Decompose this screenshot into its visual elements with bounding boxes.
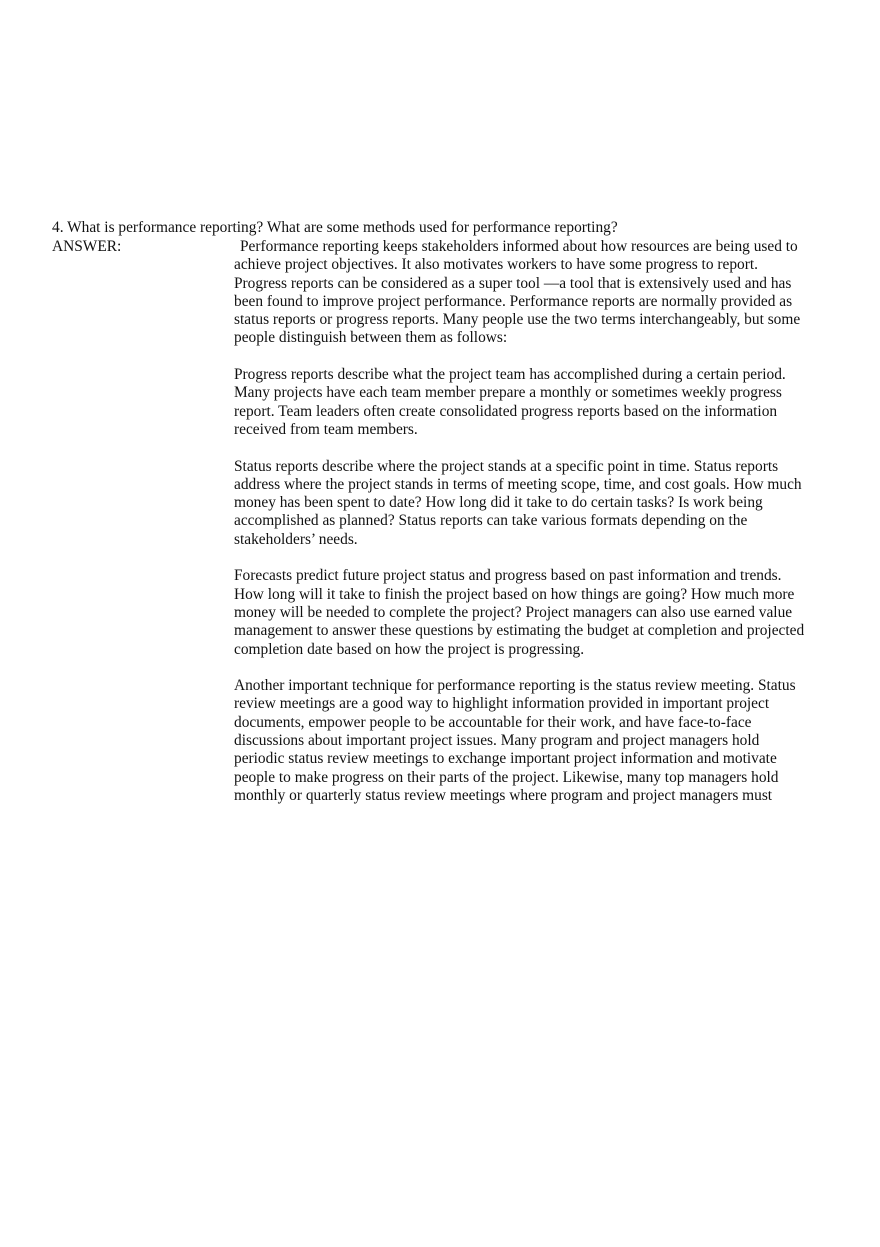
text-line: Forecasts predict future project status and progress based on past information and trends.: [234, 567, 782, 585]
text-line: achieve project objectives. It also motivates workers to have some progress to report.: [234, 256, 758, 274]
text-line: discussions about important project issues. Many program and project managers hold: [234, 732, 760, 750]
text-line: received from team members.: [234, 420, 418, 438]
paragraph-status-review-meeting: [234, 677, 826, 805]
text-line: report. Team leaders often create consolidated progress reports based on the information: [234, 402, 778, 420]
text-line: status reports or progress reports. Many people use the two terms interchangeably, but some: [234, 311, 801, 329]
text-line: accomplished as planned? Status reports can take various formats depending on the: [234, 512, 748, 530]
text-line: Another important technique for performance reporting is the status review meeting. Status: [234, 677, 796, 695]
text-line: documents, empower people to be accountable for their work, and have face-to-face: [234, 713, 752, 731]
text-line: management to answer these questions by estimating the budget at completion and projected: [234, 622, 805, 640]
question-text: 4. What is performance reporting? What are some methods used for performance reporting?: [52, 219, 618, 236]
answer-body: [234, 238, 826, 805]
text-line: completion date based on how the project is progressing.: [234, 640, 585, 658]
text-line: money will be needed to complete the project? Project managers can also use earned value: [234, 603, 793, 621]
paragraph-forecasts: [234, 567, 826, 658]
text-line: periodic status review meetings to exchange important project information and motivate: [234, 750, 777, 768]
text-line: been found to improve project performance. Performance reports are normally provided as: [234, 292, 793, 310]
text-line: Progress reports can be considered as a super tool —a tool that is extensively used and has: [234, 274, 792, 292]
text-line: monthly or quarterly status review meetings where program and project managers must: [234, 786, 773, 804]
text-line: Status reports describe where the project stands at a specific point in time. Status reports: [234, 457, 779, 475]
paragraph-performance-reporting: [234, 238, 826, 348]
paragraph-status-reports: [234, 458, 826, 549]
text-line: money has been spent to date? How long did it take to do certain tasks? Is work being: [234, 494, 763, 512]
paragraph-progress-reports: [234, 366, 826, 439]
text-line: Many projects have each team member prepare a monthly or sometimes weekly progress: [234, 384, 782, 402]
text-line: review meetings are a good way to highlight information provided in important project: [234, 695, 770, 713]
text-line: people to make progress on their parts of the project. Likewise, many top managers hold: [234, 768, 779, 786]
text-line: Progress reports describe what the project team has accomplished during a certain period.: [234, 366, 786, 384]
text-line: stakeholders’ needs.: [234, 530, 358, 548]
text-line: Performance reporting keeps stakeholders informed about how resources are being used to: [240, 238, 798, 255]
text-line: address where the project stands in terms of meeting scope, time, and cost goals. How much: [234, 475, 802, 493]
text-line: people distinguish between them as follows:: [234, 329, 508, 347]
text-line: How long will it take to finish the project based on how things are going? How much more: [234, 585, 795, 603]
answer-label: ANSWER:: [52, 238, 122, 255]
